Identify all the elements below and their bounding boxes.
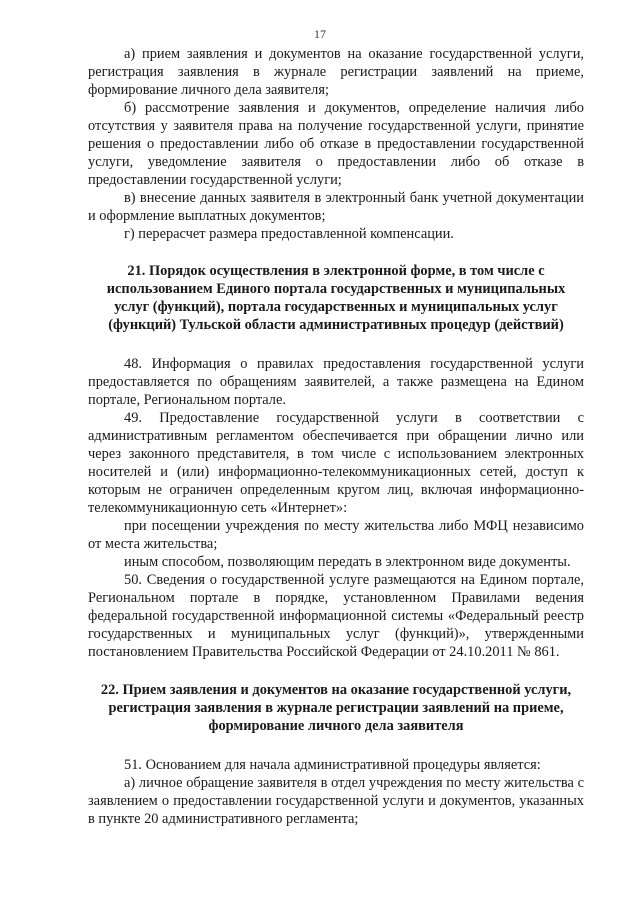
page-content — [88, 45, 584, 828]
paragraph-51-a: а) личное обращение заявителя в отдел учреждения по месту жительства с заявлением о предоставлении государственной услуги и документов, указанных в пункте 20 административного регламента; — [88, 775, 584, 827]
paragraph-51: 51. Основанием для начала административной процедуры является: — [124, 757, 541, 773]
paragraph-item-a: а) прием заявления и документов на оказание государственной услуги, регистрация заявления в журнале регистрации заявлений на приеме, формирование личного дела заявителя; — [88, 46, 584, 98]
paragraph-49: 49. Предоставление государственной услуги в соответствии с административным регламентом обеспечивается при обращении лично или через законного представителя, в том числе с использованием электронных носителей и (или) информационно-телекоммуникационных сетей, доступ к которым не ограничен определенным кругом лиц, включая информационно-телекоммуникационную сеть «Интернет»: — [88, 410, 584, 516]
paragraph-50: 50. Сведения о государственной услуге размещаются на Едином портале, Региональном портале в порядке, установленном Правилами ведения федеральной государственной информационной системы «Федеральный реестр государственных и муниципальных услуг (функций)», утвержденными постановлением Правительства Российской Федерации от 24.10.2011 № 861. — [88, 572, 584, 660]
paragraph-item-v: в) внесение данных заявителя в электронный банк учетной документации и оформление выплатных документов; — [88, 190, 584, 224]
section-heading-22: 22. Прием заявления и документов на оказание государственной услуги, регистрация заявления в журнале регистрации заявлений на приеме, формирование личного дела заявителя — [100, 682, 572, 734]
section-heading-21: 21. Порядок осуществления в электронной форме, в том числе с использованием Единого портала государственных и муниципальных услуг (функций), портала государственных и муниципальных услуг (функций) Тульской области административных процедур (действий) — [106, 263, 566, 333]
paragraph-48: 48. Информация о правилах предоставления государственной услуги предоставляется по обращениям заявителей, а также размещена на Едином портале, Региональном портале. — [88, 356, 584, 408]
section-21-body — [88, 355, 584, 661]
paragraph-49-other: иным способом, позволяющим передать в электронном виде документы. — [124, 554, 571, 570]
page-number: 17 — [314, 27, 326, 41]
paragraph-item-g: г) перерасчет размера предоставленной компенсации. — [124, 226, 454, 242]
section-22-body — [88, 756, 584, 828]
paragraph-item-b: б) рассмотрение заявления и документов, определение наличия либо отсутствия у заявителя права на получение государственной услуги, принятие решения о предоставлении либо об отказе в предоставлении государственной услуги, уведомление заявителя о предоставлении либо об отказе в предоставлении государственной услуги; — [88, 100, 584, 188]
paragraph-49-visit: при посещении учреждения по месту жительства либо МФЦ независимо от места жительства; — [88, 518, 584, 552]
